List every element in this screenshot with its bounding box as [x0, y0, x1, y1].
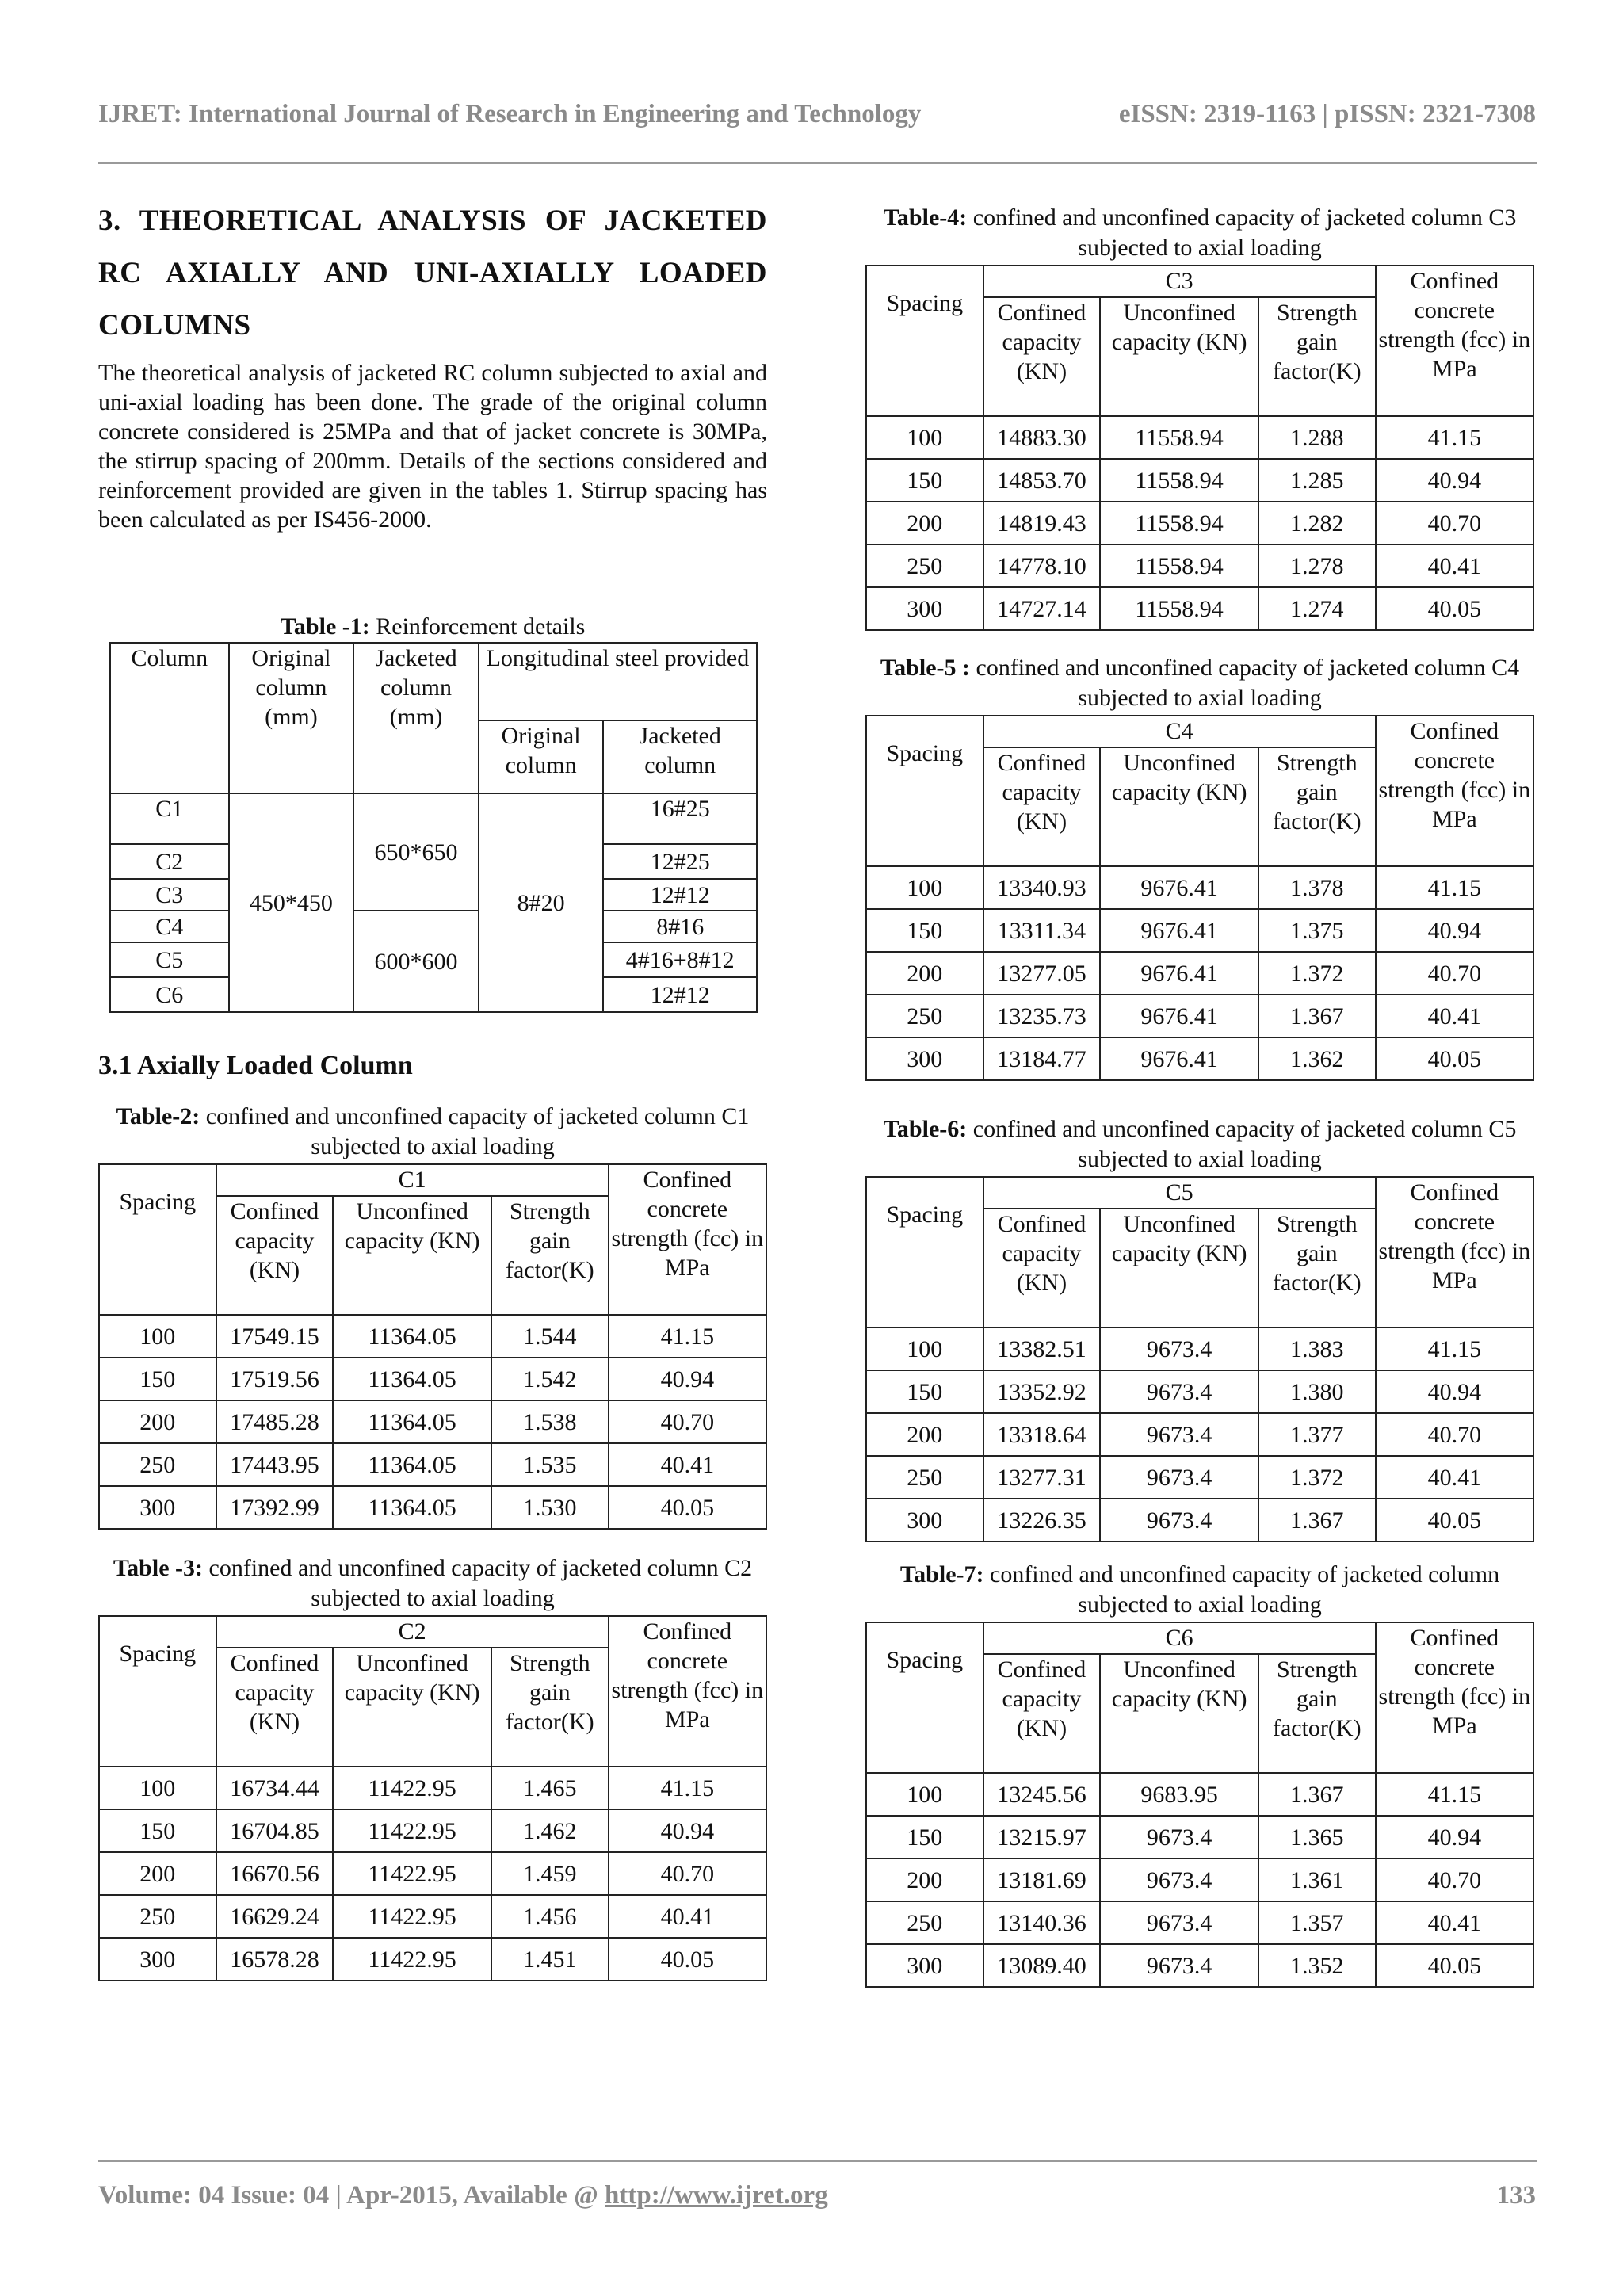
table-cell: 150 — [99, 1358, 216, 1400]
header-unconfined: Unconfined capacity (KN) — [1100, 747, 1258, 866]
table-cell: 17392.99 — [216, 1486, 334, 1529]
table-cell: 250 — [99, 1895, 216, 1938]
table-cell: 40.70 — [609, 1400, 766, 1443]
table1-cell: C2 — [110, 844, 229, 879]
table7-caption: Table-7: confined and unconfined capacity of jacketed column subjected to axial loading — [899, 1561, 1500, 1618]
table1-cell: 4#16+8#12 — [603, 942, 757, 977]
header-gain: Strength gain factor(K) — [491, 1648, 609, 1767]
table1 — [109, 642, 758, 1013]
table-cell: 40.41 — [1376, 1456, 1533, 1499]
table-cell: 11364.05 — [333, 1315, 491, 1358]
table-cell: 1.544 — [491, 1315, 609, 1358]
header-gain: Strength gain factor(K) — [1258, 747, 1376, 866]
table-cell: 41.15 — [609, 1767, 766, 1809]
table-cell: 40.94 — [609, 1809, 766, 1852]
table7 — [865, 1622, 1534, 1988]
table-row — [99, 1443, 766, 1486]
table-cell: 40.70 — [1376, 952, 1533, 995]
table-row — [866, 544, 1533, 587]
table-cell: 40.05 — [609, 1486, 766, 1529]
header-fcc: Confined concrete strength (fcc) in MPa — [1376, 1177, 1533, 1328]
table-cell: 9673.4 — [1100, 1859, 1258, 1901]
table-row — [99, 1486, 766, 1529]
table-cell: 300 — [866, 587, 983, 630]
table-cell: 40.94 — [1376, 1370, 1533, 1413]
table-row — [866, 1901, 1533, 1944]
table-cell: 11558.94 — [1100, 544, 1258, 587]
table-cell: 1.365 — [1258, 1816, 1376, 1859]
table-cell: 13277.31 — [983, 1456, 1101, 1499]
table-cell: 1.375 — [1258, 909, 1376, 952]
table-cell: 13181.69 — [983, 1859, 1101, 1901]
table4 — [865, 265, 1534, 631]
table1-header-original: Original column (mm) — [229, 643, 354, 793]
table-cell: 40.41 — [1376, 995, 1533, 1037]
table-cell: 40.94 — [609, 1358, 766, 1400]
table-cell: 250 — [866, 1901, 983, 1944]
table3-caption: Table -3: confined and unconfined capacity of jacketed column C2 subjected to axial loading — [113, 1555, 753, 1611]
header-confined: Confined capacity (KN) — [216, 1196, 334, 1315]
table-cell: 1.383 — [1258, 1328, 1376, 1370]
table-cell: 41.15 — [609, 1315, 766, 1358]
table1-cell: C5 — [110, 942, 229, 977]
table-cell: 14853.70 — [983, 459, 1101, 502]
header-group: C2 — [216, 1616, 609, 1648]
header-unconfined: Unconfined capacity (KN) — [1100, 1654, 1258, 1773]
header-fcc: Confined concrete strength (fcc) in MPa — [609, 1616, 766, 1767]
table-cell: 150 — [866, 1370, 983, 1413]
table-cell: 40.94 — [1376, 909, 1533, 952]
table-cell: 9676.41 — [1100, 952, 1258, 995]
table-cell: 11558.94 — [1100, 587, 1258, 630]
table-cell: 9673.4 — [1100, 1328, 1258, 1370]
table-row — [866, 1037, 1533, 1080]
header-unconfined: Unconfined capacity (KN) — [1100, 297, 1258, 416]
table-cell: 40.05 — [1376, 1944, 1533, 1987]
header-rule — [98, 162, 1537, 164]
page-number: 133 — [1496, 2181, 1536, 2210]
table-cell: 1.530 — [491, 1486, 609, 1529]
table-cell: 1.535 — [491, 1443, 609, 1486]
table-cell: 11364.05 — [333, 1486, 491, 1529]
table-cell: 40.41 — [609, 1443, 766, 1486]
table-cell: 11422.95 — [333, 1767, 491, 1809]
table-cell: 13215.97 — [983, 1816, 1101, 1859]
table-cell: 100 — [866, 866, 983, 909]
table1-cell: 8#20 — [479, 793, 604, 1012]
table-cell: 11422.95 — [333, 1852, 491, 1895]
table2 — [98, 1163, 767, 1530]
table1-cell: 12#12 — [603, 879, 757, 911]
table-cell: 40.41 — [609, 1895, 766, 1938]
table-cell: 200 — [99, 1400, 216, 1443]
table-cell: 1.357 — [1258, 1901, 1376, 1944]
table-row — [866, 995, 1533, 1037]
table-cell: 40.94 — [1376, 459, 1533, 502]
table-cell: 11364.05 — [333, 1358, 491, 1400]
table-row — [866, 866, 1533, 909]
table-cell: 17549.15 — [216, 1315, 334, 1358]
table-cell: 13340.93 — [983, 866, 1101, 909]
table1-header-orig-col: Original column — [479, 720, 604, 793]
table-cell: 300 — [866, 1944, 983, 1987]
table-cell: 13277.05 — [983, 952, 1101, 995]
header-confined: Confined capacity (KN) — [983, 297, 1101, 416]
header-gain: Strength gain factor(K) — [1258, 297, 1376, 416]
table-cell: 13235.73 — [983, 995, 1101, 1037]
table-cell: 1.367 — [1258, 995, 1376, 1037]
table-row — [866, 1859, 1533, 1901]
table-cell: 9673.4 — [1100, 1499, 1258, 1541]
table-row — [866, 1499, 1533, 1541]
header-confined: Confined capacity (KN) — [983, 747, 1101, 866]
table-cell: 200 — [866, 1859, 983, 1901]
table-cell: 13245.56 — [983, 1773, 1101, 1816]
table1-cell: 12#12 — [603, 977, 757, 1012]
table-cell: 13226.35 — [983, 1499, 1101, 1541]
header-gain: Strength gain factor(K) — [1258, 1654, 1376, 1773]
table1-cell: C6 — [110, 977, 229, 1012]
header-group: C1 — [216, 1164, 609, 1196]
table-cell: 41.15 — [1376, 866, 1533, 909]
table-cell: 14778.10 — [983, 544, 1101, 587]
subsection-title: 3.1 Axially Loaded Column — [98, 1051, 413, 1080]
table-cell: 1.367 — [1258, 1499, 1376, 1541]
table-row — [866, 1773, 1533, 1816]
table-cell: 1.372 — [1258, 952, 1376, 995]
table1-cell: 450*450 — [229, 793, 354, 1012]
journal-title: IJRET: International Journal of Research in Engineering and Technology — [98, 100, 922, 128]
table-cell: 11422.95 — [333, 1809, 491, 1852]
table1-cell: 16#25 — [603, 793, 757, 844]
table-cell: 200 — [99, 1852, 216, 1895]
table-cell: 250 — [866, 1456, 983, 1499]
table5-caption: Table-5 : confined and unconfined capacity of jacketed column C4 subjected to axial loading — [880, 655, 1520, 711]
table-row — [866, 909, 1533, 952]
table-cell: 300 — [866, 1499, 983, 1541]
table-row — [866, 459, 1533, 502]
table-cell: 9676.41 — [1100, 1037, 1258, 1080]
header-unconfined: Unconfined capacity (KN) — [1100, 1209, 1258, 1328]
table-cell: 41.15 — [1376, 1328, 1533, 1370]
table-cell: 17485.28 — [216, 1400, 334, 1443]
header-unconfined: Unconfined capacity (KN) — [333, 1648, 491, 1767]
table-cell: 1.377 — [1258, 1413, 1376, 1456]
table1-header-jack-col: Jacketed column — [603, 720, 757, 793]
table4-caption: Table-4: confined and unconfined capacity of jacketed column C3 subjected to axial loading — [883, 204, 1517, 261]
table1-cell: 12#25 — [603, 844, 757, 879]
table1-cell: 650*650 — [353, 793, 479, 911]
table3 — [98, 1615, 767, 1981]
table-cell: 250 — [866, 544, 983, 587]
table-row — [99, 1938, 766, 1981]
header-confined: Confined capacity (KN) — [983, 1654, 1101, 1773]
table-row — [866, 1456, 1533, 1499]
table-cell: 9676.41 — [1100, 995, 1258, 1037]
table-cell: 13318.64 — [983, 1413, 1101, 1456]
table-row — [866, 1328, 1533, 1370]
table-cell: 14883.30 — [983, 416, 1101, 459]
table-cell: 150 — [866, 1816, 983, 1859]
table-cell: 13184.77 — [983, 1037, 1101, 1080]
table-row — [99, 1852, 766, 1895]
table-cell: 11558.94 — [1100, 502, 1258, 544]
table-cell: 1.542 — [491, 1358, 609, 1400]
table-row — [866, 1413, 1533, 1456]
table-cell: 1.451 — [491, 1938, 609, 1981]
table-cell: 40.94 — [1376, 1816, 1533, 1859]
table-cell: 1.372 — [1258, 1456, 1376, 1499]
table-cell: 1.274 — [1258, 587, 1376, 630]
table-cell: 1.538 — [491, 1400, 609, 1443]
table-row — [99, 1767, 766, 1809]
table-cell: 40.70 — [609, 1852, 766, 1895]
table-cell: 16704.85 — [216, 1809, 334, 1852]
table-cell: 14727.14 — [983, 587, 1101, 630]
table-cell: 1.462 — [491, 1809, 609, 1852]
issn: eISSN: 2319-1163 | pISSN: 2321-7308 — [1118, 100, 1536, 128]
table-row — [99, 1895, 766, 1938]
table-cell: 1.288 — [1258, 416, 1376, 459]
header-fcc: Confined concrete strength (fcc) in MPa — [609, 1164, 766, 1315]
table-cell: 200 — [866, 952, 983, 995]
section-paragraph: The theoretical analysis of jacketed RC column subjected to axial and uni-axial loading has been done. The grade of the original column concrete considered is 25MPa and that of jacket concrete is 30MPa, the stirrup spacing of 200mm. Details of the sections considered and reinforcement provided are given in the tables 1. Stirrup spacing has been calculated as per IS456-2000. — [98, 360, 767, 533]
table5 — [865, 715, 1534, 1081]
footer-volume: Volume: 04 Issue: 04 | Apr-2015, Available @ http://www.ijret.org — [98, 2181, 828, 2210]
header-spacing: Spacing — [99, 1616, 216, 1767]
table-cell: 1.378 — [1258, 866, 1376, 909]
table-cell: 11422.95 — [333, 1938, 491, 1981]
table-cell: 150 — [99, 1809, 216, 1852]
table-cell: 40.05 — [1376, 1037, 1533, 1080]
table2-caption: Table-2: confined and unconfined capacity of jacketed column C1 subjected to axial loading — [116, 1103, 750, 1159]
table-cell: 300 — [99, 1486, 216, 1529]
header-confined: Confined capacity (KN) — [216, 1648, 334, 1767]
table-row — [866, 952, 1533, 995]
table-cell: 13311.34 — [983, 909, 1101, 952]
table-cell: 150 — [866, 459, 983, 502]
table-cell: 300 — [866, 1037, 983, 1080]
table-cell: 11364.05 — [333, 1400, 491, 1443]
table-cell: 100 — [99, 1767, 216, 1809]
table-cell: 9673.4 — [1100, 1456, 1258, 1499]
header-group: C4 — [983, 716, 1376, 747]
table-cell: 1.278 — [1258, 544, 1376, 587]
table-cell: 17443.95 — [216, 1443, 334, 1486]
table-cell: 250 — [99, 1443, 216, 1486]
header-spacing: Spacing — [866, 716, 983, 866]
table-cell: 200 — [866, 502, 983, 544]
table-cell: 40.41 — [1376, 1901, 1533, 1944]
table-row — [866, 1944, 1533, 1987]
table-cell: 11558.94 — [1100, 459, 1258, 502]
header-fcc: Confined concrete strength (fcc) in MPa — [1376, 266, 1533, 416]
table-cell: 1.459 — [491, 1852, 609, 1895]
table-cell: 1.352 — [1258, 1944, 1376, 1987]
table-cell: 1.380 — [1258, 1370, 1376, 1413]
table-row — [99, 1809, 766, 1852]
table-cell: 250 — [866, 995, 983, 1037]
table-row — [99, 1315, 766, 1358]
table-cell: 40.05 — [1376, 1499, 1533, 1541]
header-unconfined: Unconfined capacity (KN) — [333, 1196, 491, 1315]
header-gain: Strength gain factor(K) — [491, 1196, 609, 1315]
header-spacing: Spacing — [866, 1177, 983, 1328]
table-cell: 41.15 — [1376, 1773, 1533, 1816]
table1-cell: 600*600 — [353, 911, 479, 1012]
table-cell: 13352.92 — [983, 1370, 1101, 1413]
header-spacing: Spacing — [866, 1622, 983, 1773]
table-cell: 100 — [99, 1315, 216, 1358]
table-cell: 1.282 — [1258, 502, 1376, 544]
table-row — [866, 502, 1533, 544]
table-row — [866, 587, 1533, 630]
header-spacing: Spacing — [99, 1164, 216, 1315]
table-cell: 1.361 — [1258, 1859, 1376, 1901]
table-cell: 1.367 — [1258, 1773, 1376, 1816]
table-cell: 13382.51 — [983, 1328, 1101, 1370]
table-cell: 9673.4 — [1100, 1901, 1258, 1944]
table-cell: 9673.4 — [1100, 1413, 1258, 1456]
table-cell: 100 — [866, 416, 983, 459]
table-cell: 17519.56 — [216, 1358, 334, 1400]
table1-cell: 8#16 — [603, 911, 757, 942]
table-row — [866, 1370, 1533, 1413]
table-cell: 9683.95 — [1100, 1773, 1258, 1816]
table-cell: 9676.41 — [1100, 866, 1258, 909]
table-cell: 40.05 — [1376, 587, 1533, 630]
header-fcc: Confined concrete strength (fcc) in MPa — [1376, 1622, 1533, 1773]
header-group: C6 — [983, 1622, 1376, 1654]
table-cell: 1.285 — [1258, 459, 1376, 502]
table-cell: 41.15 — [1376, 416, 1533, 459]
table-row — [99, 1358, 766, 1400]
table-row — [99, 1400, 766, 1443]
header-gain: Strength gain factor(K) — [1258, 1209, 1376, 1328]
table-cell: 100 — [866, 1328, 983, 1370]
table1-cell: C1 — [110, 793, 229, 844]
header-confined: Confined capacity (KN) — [983, 1209, 1101, 1328]
table-cell: 1.465 — [491, 1767, 609, 1809]
table1-header-column: Column — [110, 643, 229, 793]
table-cell: 16629.24 — [216, 1895, 334, 1938]
table-cell: 150 — [866, 909, 983, 952]
table-cell: 16578.28 — [216, 1938, 334, 1981]
table6 — [865, 1176, 1534, 1542]
table1-header-jacketed: Jacketed column (mm) — [353, 643, 479, 793]
table-cell: 40.41 — [1376, 544, 1533, 587]
header-spacing: Spacing — [866, 266, 983, 416]
table6-caption: Table-6: confined and unconfined capacity of jacketed column C5 subjected to axial loading — [883, 1116, 1517, 1172]
table1-caption: Table -1: Reinforcement details — [280, 613, 586, 640]
table-cell: 1.456 — [491, 1895, 609, 1938]
table-cell: 40.05 — [609, 1938, 766, 1981]
section-title: 3. THEORETICAL ANALYSIS OF JACKETED RC AXIALLY AND UNI-AXIALLY LOADED COLUMNS — [98, 204, 767, 342]
table-cell: 200 — [866, 1413, 983, 1456]
table-cell: 40.70 — [1376, 1413, 1533, 1456]
table-cell: 40.70 — [1376, 1859, 1533, 1901]
table-row — [866, 1816, 1533, 1859]
footer-link[interactable]: http://www.ijret.org — [605, 2181, 828, 2210]
table-cell: 11364.05 — [333, 1443, 491, 1486]
header-group: C3 — [983, 266, 1376, 297]
table-cell: 16670.56 — [216, 1852, 334, 1895]
table-cell: 9673.4 — [1100, 1370, 1258, 1413]
header-group: C5 — [983, 1177, 1376, 1209]
table-cell: 300 — [99, 1938, 216, 1981]
table1-header-longitudinal: Longitudinal steel provided — [479, 643, 757, 720]
table-cell: 11422.95 — [333, 1895, 491, 1938]
table-cell: 9673.4 — [1100, 1816, 1258, 1859]
table-cell: 9676.41 — [1100, 909, 1258, 952]
table-cell: 13089.40 — [983, 1944, 1101, 1987]
table-cell: 40.70 — [1376, 502, 1533, 544]
table1-cell: C4 — [110, 911, 229, 942]
table-cell: 100 — [866, 1773, 983, 1816]
footer-rule — [98, 2160, 1537, 2162]
table-cell: 14819.43 — [983, 502, 1101, 544]
table-row — [866, 416, 1533, 459]
table-cell: 9673.4 — [1100, 1944, 1258, 1987]
table-cell: 16734.44 — [216, 1767, 334, 1809]
table-cell: 1.362 — [1258, 1037, 1376, 1080]
table-cell: 13140.36 — [983, 1901, 1101, 1944]
header-fcc: Confined concrete strength (fcc) in MPa — [1376, 716, 1533, 866]
table-cell: 11558.94 — [1100, 416, 1258, 459]
table1-cell: C3 — [110, 879, 229, 911]
